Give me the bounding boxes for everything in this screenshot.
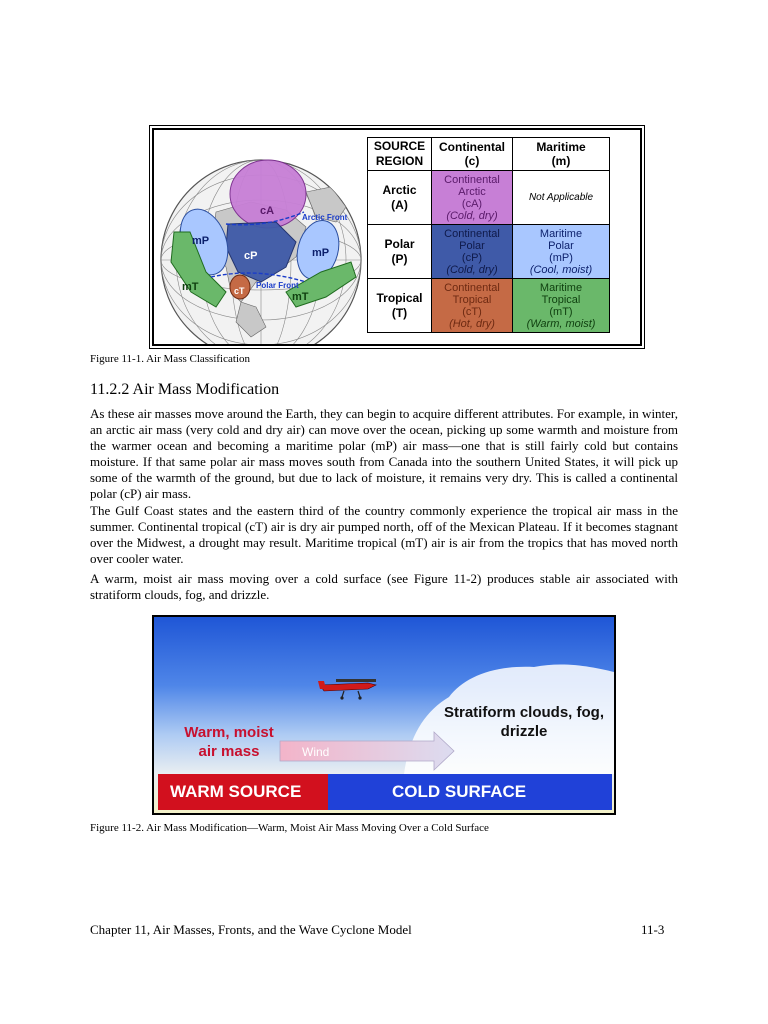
map-label-cp: cP bbox=[244, 250, 258, 262]
row-header-arctic bbox=[368, 171, 432, 225]
warm-source-band: WARM SOURCE bbox=[158, 774, 328, 810]
section-heading: 11.2.2 Air Mass Modification bbox=[90, 381, 280, 398]
header-line: REGION bbox=[375, 154, 424, 168]
globe-map-image bbox=[156, 132, 366, 344]
cell-line: Tropical bbox=[452, 293, 492, 306]
map-label-ct: cT bbox=[234, 286, 245, 296]
map-label-arctic-front: Arctic Front bbox=[302, 213, 348, 222]
air-mass-classification-table bbox=[367, 137, 610, 333]
cell-line: Tropical bbox=[541, 293, 581, 306]
table-header-maritime bbox=[513, 138, 610, 171]
footer-page-number: 11-3 bbox=[641, 922, 665, 937]
map-label-mt-east: mT bbox=[292, 291, 309, 303]
cell-line: (Cold, dry) bbox=[446, 209, 498, 222]
cell-line: (Cold, dry) bbox=[446, 263, 498, 276]
row-header-line: (T) bbox=[391, 305, 408, 320]
cell-line: (cP) bbox=[461, 251, 483, 264]
cell-line: Arctic bbox=[458, 185, 486, 198]
figure-1-caption: Figure 11-1. Air Mass Classification bbox=[90, 353, 250, 365]
map-label-mp-east: mP bbox=[312, 247, 330, 259]
header-line: SOURCE bbox=[373, 139, 426, 153]
table-row bbox=[368, 225, 610, 279]
cell-line: (mT) bbox=[549, 305, 573, 318]
cell-line: Continental bbox=[444, 227, 500, 240]
table-header-source-region bbox=[368, 138, 432, 171]
cell-line: (cT) bbox=[462, 305, 482, 318]
map-label-mt-west: mT bbox=[182, 281, 199, 293]
cell-line: Continental bbox=[444, 173, 500, 186]
map-label-ca: cA bbox=[260, 205, 275, 217]
paragraph: The Gulf Coast states and the eastern third of the country commonly experience the tropical air mass in the summer. Continental tropical (cT) air is dry air pumped north, off of the Mexican Plateau. If it becomes stagnant over the Midwest, a drought may result. Maritime tropical (mT) air is air from the tropics that has moved north over cooler water. bbox=[90, 503, 678, 566]
footer-chapter-title: Chapter 11, Air Masses, Fronts, and the Wave Cyclone Model bbox=[90, 922, 412, 937]
row-header-line: Tropical bbox=[376, 290, 423, 305]
wind-label: Wind bbox=[302, 745, 330, 759]
table-row bbox=[368, 171, 610, 225]
paragraph: A warm, moist air mass moving over a cold surface (see Figure 11-2) produces stable air associated with stratiform clouds, fog, and drizzle. bbox=[90, 571, 678, 602]
map-label-mp-west: mP bbox=[192, 235, 210, 247]
figure-air-mass-modification bbox=[152, 615, 616, 815]
header-line: Maritime bbox=[536, 140, 586, 154]
row-header-line: Arctic bbox=[382, 182, 417, 197]
cell-line: (Hot, dry) bbox=[449, 317, 495, 330]
warm-moist-air-mass-label: Warm, moist air mass bbox=[184, 724, 274, 760]
row-header-line: Polar bbox=[384, 236, 415, 251]
figure-2-caption: Figure 11-2. Air Mass Modification—Warm, Moist Air Mass Moving Over a Cold Surface bbox=[90, 822, 489, 834]
cell-line: (Cool, moist) bbox=[529, 263, 593, 276]
cell-line: Maritime bbox=[539, 227, 583, 240]
cell-line: (cA) bbox=[461, 197, 483, 210]
row-header-line: (A) bbox=[391, 197, 408, 212]
row-header-tropical bbox=[368, 279, 432, 333]
table-row bbox=[368, 279, 610, 333]
row-header-line: (P) bbox=[391, 251, 408, 266]
airplane-icon bbox=[318, 679, 376, 700]
cell-line: Continental bbox=[444, 281, 500, 294]
cell-continental-polar bbox=[432, 225, 513, 279]
cell-maritime-polar bbox=[513, 225, 610, 279]
header-line: Continental bbox=[439, 140, 505, 154]
cell-continental-arctic bbox=[432, 171, 513, 225]
figure-air-mass-classification bbox=[152, 128, 642, 346]
cell-line: (Warm, moist) bbox=[526, 317, 596, 330]
cell-line: Polar bbox=[548, 239, 574, 252]
cell-continental-tropical bbox=[432, 279, 513, 333]
cell-line: Not Applicable bbox=[528, 191, 594, 203]
cell-maritime-arctic bbox=[513, 171, 610, 225]
cold-surface-band: COLD SURFACE bbox=[328, 774, 612, 810]
stratiform-clouds-label: Stratiform clouds, fog, drizzle bbox=[444, 704, 605, 740]
cell-line: (mP) bbox=[549, 251, 573, 264]
table-header-continental bbox=[432, 138, 513, 171]
map-label-polar-front: Polar Front bbox=[256, 281, 299, 290]
paragraph: As these air masses move around the Earth, they can begin to acquire different attributes. For example, in winter, an arctic air mass (very cold and dry air) can move over the ocean, picking up some warmth and moisture from the warmer ocean and becoming a maritime polar (mP) air mass—one that is still fairly cold but contains moisture. If that same polar air mass moves south from Canada into the southern United States, it will pick up some of the warmth of the ground, but due to lack of moisture, it remains very dry. This is called a continental polar (cP) air mass. bbox=[90, 406, 678, 501]
cell-maritime-tropical bbox=[513, 279, 610, 333]
header-line: (c) bbox=[464, 154, 480, 168]
cell-line: Maritime bbox=[539, 281, 583, 294]
cell-line: Polar bbox=[459, 239, 485, 252]
header-line: (m) bbox=[551, 154, 571, 168]
row-header-polar bbox=[368, 225, 432, 279]
